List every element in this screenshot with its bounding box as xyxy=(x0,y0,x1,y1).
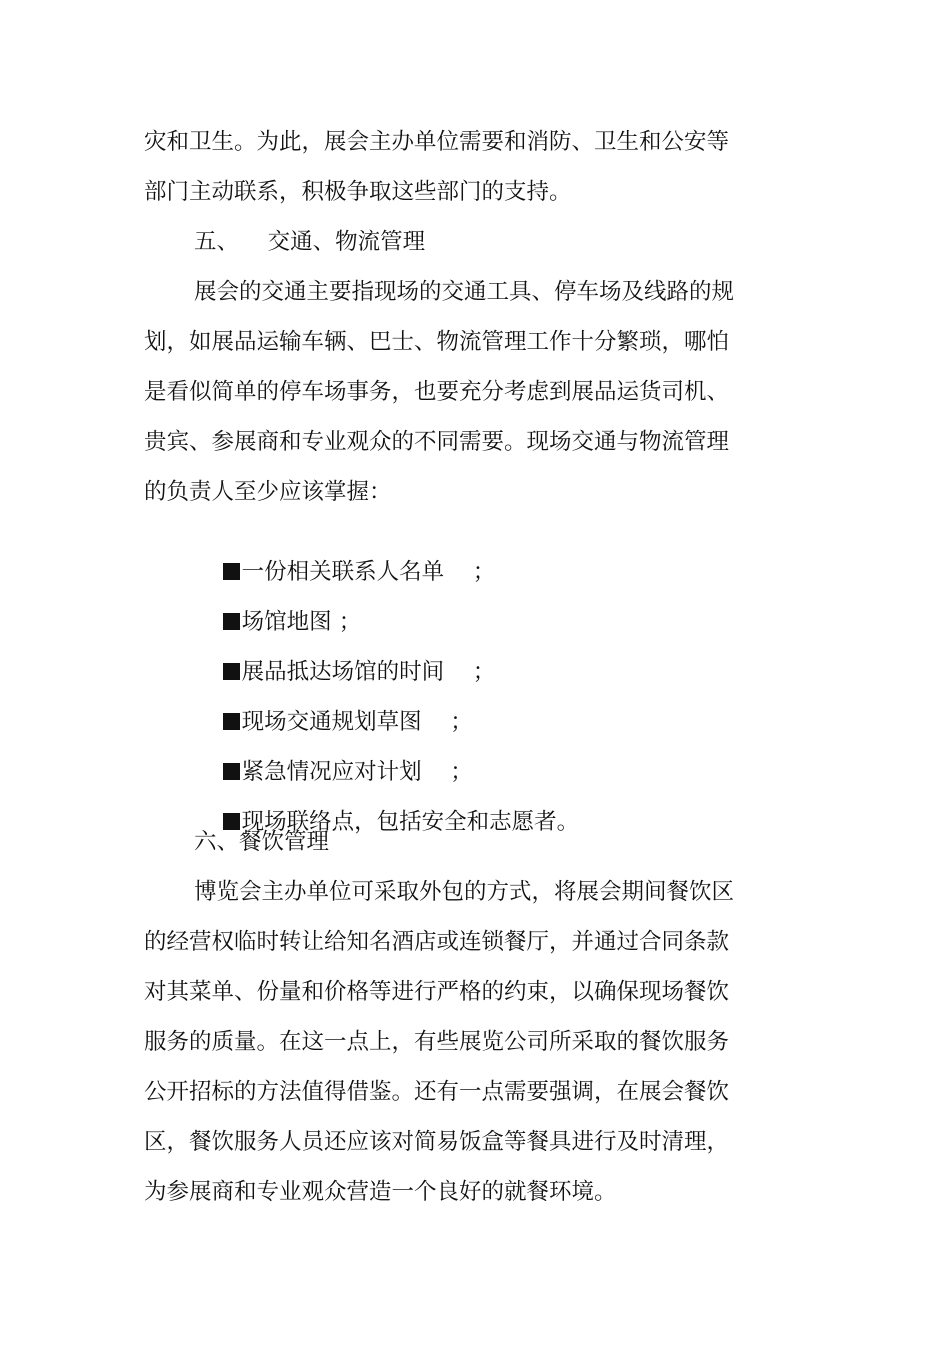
section-six-line-7: 为参展商和专业观众营造一个良好的就餐环境。 xyxy=(144,1179,617,1205)
bullet-text: 现场联络点，包括安全和志愿者。 xyxy=(241,809,580,835)
section-six-line-5: 公开招标的方法值得借鉴。还有一点需要强调，在展会餐饮 xyxy=(144,1079,730,1105)
section-six-heading: 六、餐饮管理 xyxy=(194,829,330,855)
bullet-text: 一份相关联系人名单 ； xyxy=(241,559,496,585)
section-six-line-6: 区，餐饮服务人员还应该对简易饭盒等餐具进行及时清理， xyxy=(144,1129,730,1155)
bullet-text: 展品抵达场馆的时间 ； xyxy=(241,659,496,685)
section-five-heading: 五、 交通、物流管理 xyxy=(194,229,426,255)
section-six-line-3: 对其菜单、份量和价格等进行严格的约束，以确保现场餐饮 xyxy=(144,979,730,1005)
section-five-line-5: 的负责人至少应该掌握： xyxy=(144,479,392,505)
section-five-line-3: 是看似简单的停车场事务，也要充分考虑到展品运货司机、 xyxy=(144,379,730,405)
bullet-text: 场馆地图 ； xyxy=(241,609,362,635)
section-five-line-4: 贵宾、参展商和专业观众的不同需要。现场交通与物流管理 xyxy=(144,429,730,455)
section-five-line-2: 划，如展品运输车辆、巴士、物流管理工作十分繁琐，哪怕 xyxy=(144,329,730,355)
bullet-text: 紧急情况应对计划 ； xyxy=(241,759,473,785)
section-six-line-4: 服务的质量。在这一点上，有些展览公司所采取的餐饮服务 xyxy=(144,1029,730,1055)
section-five-line-1: 展会的交通主要指现场的交通工具、停车场及线路的规 xyxy=(194,279,735,305)
intro-line-1: 灾和卫生。为此，展会主办单位需要和消防、卫生和公安等 xyxy=(144,129,730,155)
bullet-text: 现场交通规划草图 ； xyxy=(241,709,473,735)
intro-line-2: 部门主动联系，积极争取这些部门的支持。 xyxy=(144,179,572,205)
section-six-line-2: 的经营权临时转让给知名酒店或连锁餐厅，并通过合同条款 xyxy=(144,929,730,955)
section-six-line-1: 博览会主办单位可采取外包的方式，将展会期间餐饮区 xyxy=(194,879,735,905)
